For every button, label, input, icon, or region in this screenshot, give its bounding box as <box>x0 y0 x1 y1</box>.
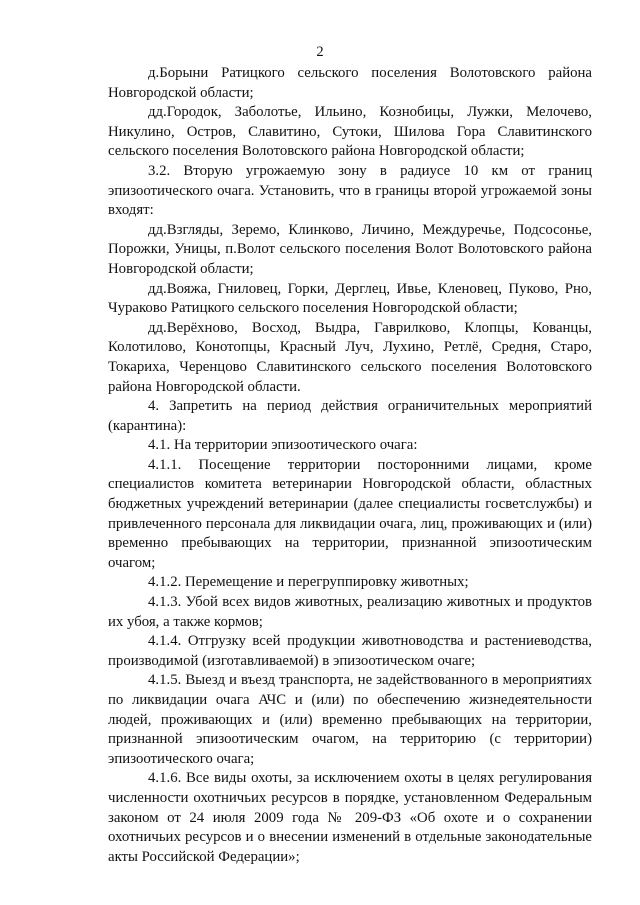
page-number: 2 <box>316 44 324 60</box>
paragraph-section-3-2: 3.2. Вторую угрожаемую зону в радиусе 10 км от границ эпизоотического очага. Установить, что в границы второй угрожаемой зоны входят: <box>108 162 592 219</box>
paragraph-section-4-1-4: 4.1.4. Отгрузку всей продукции животноводства и растениеводства, производимой (изготавливаемой) в эпизоотическом очаге; <box>108 633 592 669</box>
paragraph-section-4-1-3: 4.1.3. Убой всех видов животных, реализацию животных и продуктов их убоя, а также кормов; <box>108 594 592 630</box>
paragraph-villages-ratitsy: дд.Вояжа, Гниловец, Горки, Дерглец, Ивье, Кленовец, Пуково, Рно, Чураково Ратицкого сельского поселения Новгородской области; <box>108 280 592 317</box>
paragraph-section-4-1-1: 4.1.1. Посещение территории посторонними лицами, кроме специалистов комитета ветеринарии Новгородской области, областных бюджетных учреждений ветеринарии (далее специалисты госветслужбы) и привлеченного персонала для ликвидации очага, лиц, проживающих и (или) временно пребывающих на территории, признанной эпизоотическим очагом; <box>108 456 592 571</box>
paragraph-section-4-1-6: 4.1.6. Все виды охоты, за исключением охоты в целях регулирования численности охотничьих ресурсов в порядке, установленном Федеральным законом от 24 июля 2009 года № 209-ФЗ «Об охоте и о сохранении охотничьих ресурсов и о внесении изменений в отдельные законодательные акты Российской Федерации»; <box>108 770 592 865</box>
document-body <box>108 64 592 867</box>
paragraph-section-4: 4. Запретить на период действия ограничительных мероприятий (карантина): <box>108 398 592 434</box>
paragraph-village-boryni: д.Борыни Ратицкого сельского поселения Волотовского района Новгородской области; <box>108 65 592 101</box>
paragraph-villages-slavitino-second-zone: дд.Верёхново, Восход, Выдра, Гаврилково, Клопцы, Кованцы, Колотилово, Конотопцы, Красный Луч, Лухино, Ретлё, Средня, Старо, Токариха, Черенцово Славитинского сельского поселения Волотовского района Новгородской области. <box>108 319 592 395</box>
paragraph-villages-slavitino: дд.Городок, Заболотье, Ильино, Кознобицы, Лужки, Мелочево, Никулино, Остров, Славитино, Сутоки, Шилова Гора Славитинского сельского поселения Волотовского района Новгородской области; <box>108 104 592 160</box>
paragraph-section-4-1-5: 4.1.5. Выезд и въезд транспорта, не задействованного в мероприятиях по ликвидации очага АЧС и (или) по обеспечению жизнедеятельности людей, проживающих и (или) временно пребывающих на территории, признанной эпизоотическим очагом, на территорию (с территории) эпизоотического очага; <box>108 672 592 767</box>
paragraph-villages-volot: дд.Взгляды, Зеремо, Клинково, Личино, Междуречье, Подсосонье, Порожки, Уницы, п.Волот сельского поселения Волот Волотовского района Новгородской области; <box>108 221 592 277</box>
paragraph-section-4-1-2: 4.1.2. Перемещение и перегруппировку животных; <box>148 574 469 591</box>
paragraph-section-4-1: 4.1. На территории эпизоотического очага: <box>148 437 418 454</box>
